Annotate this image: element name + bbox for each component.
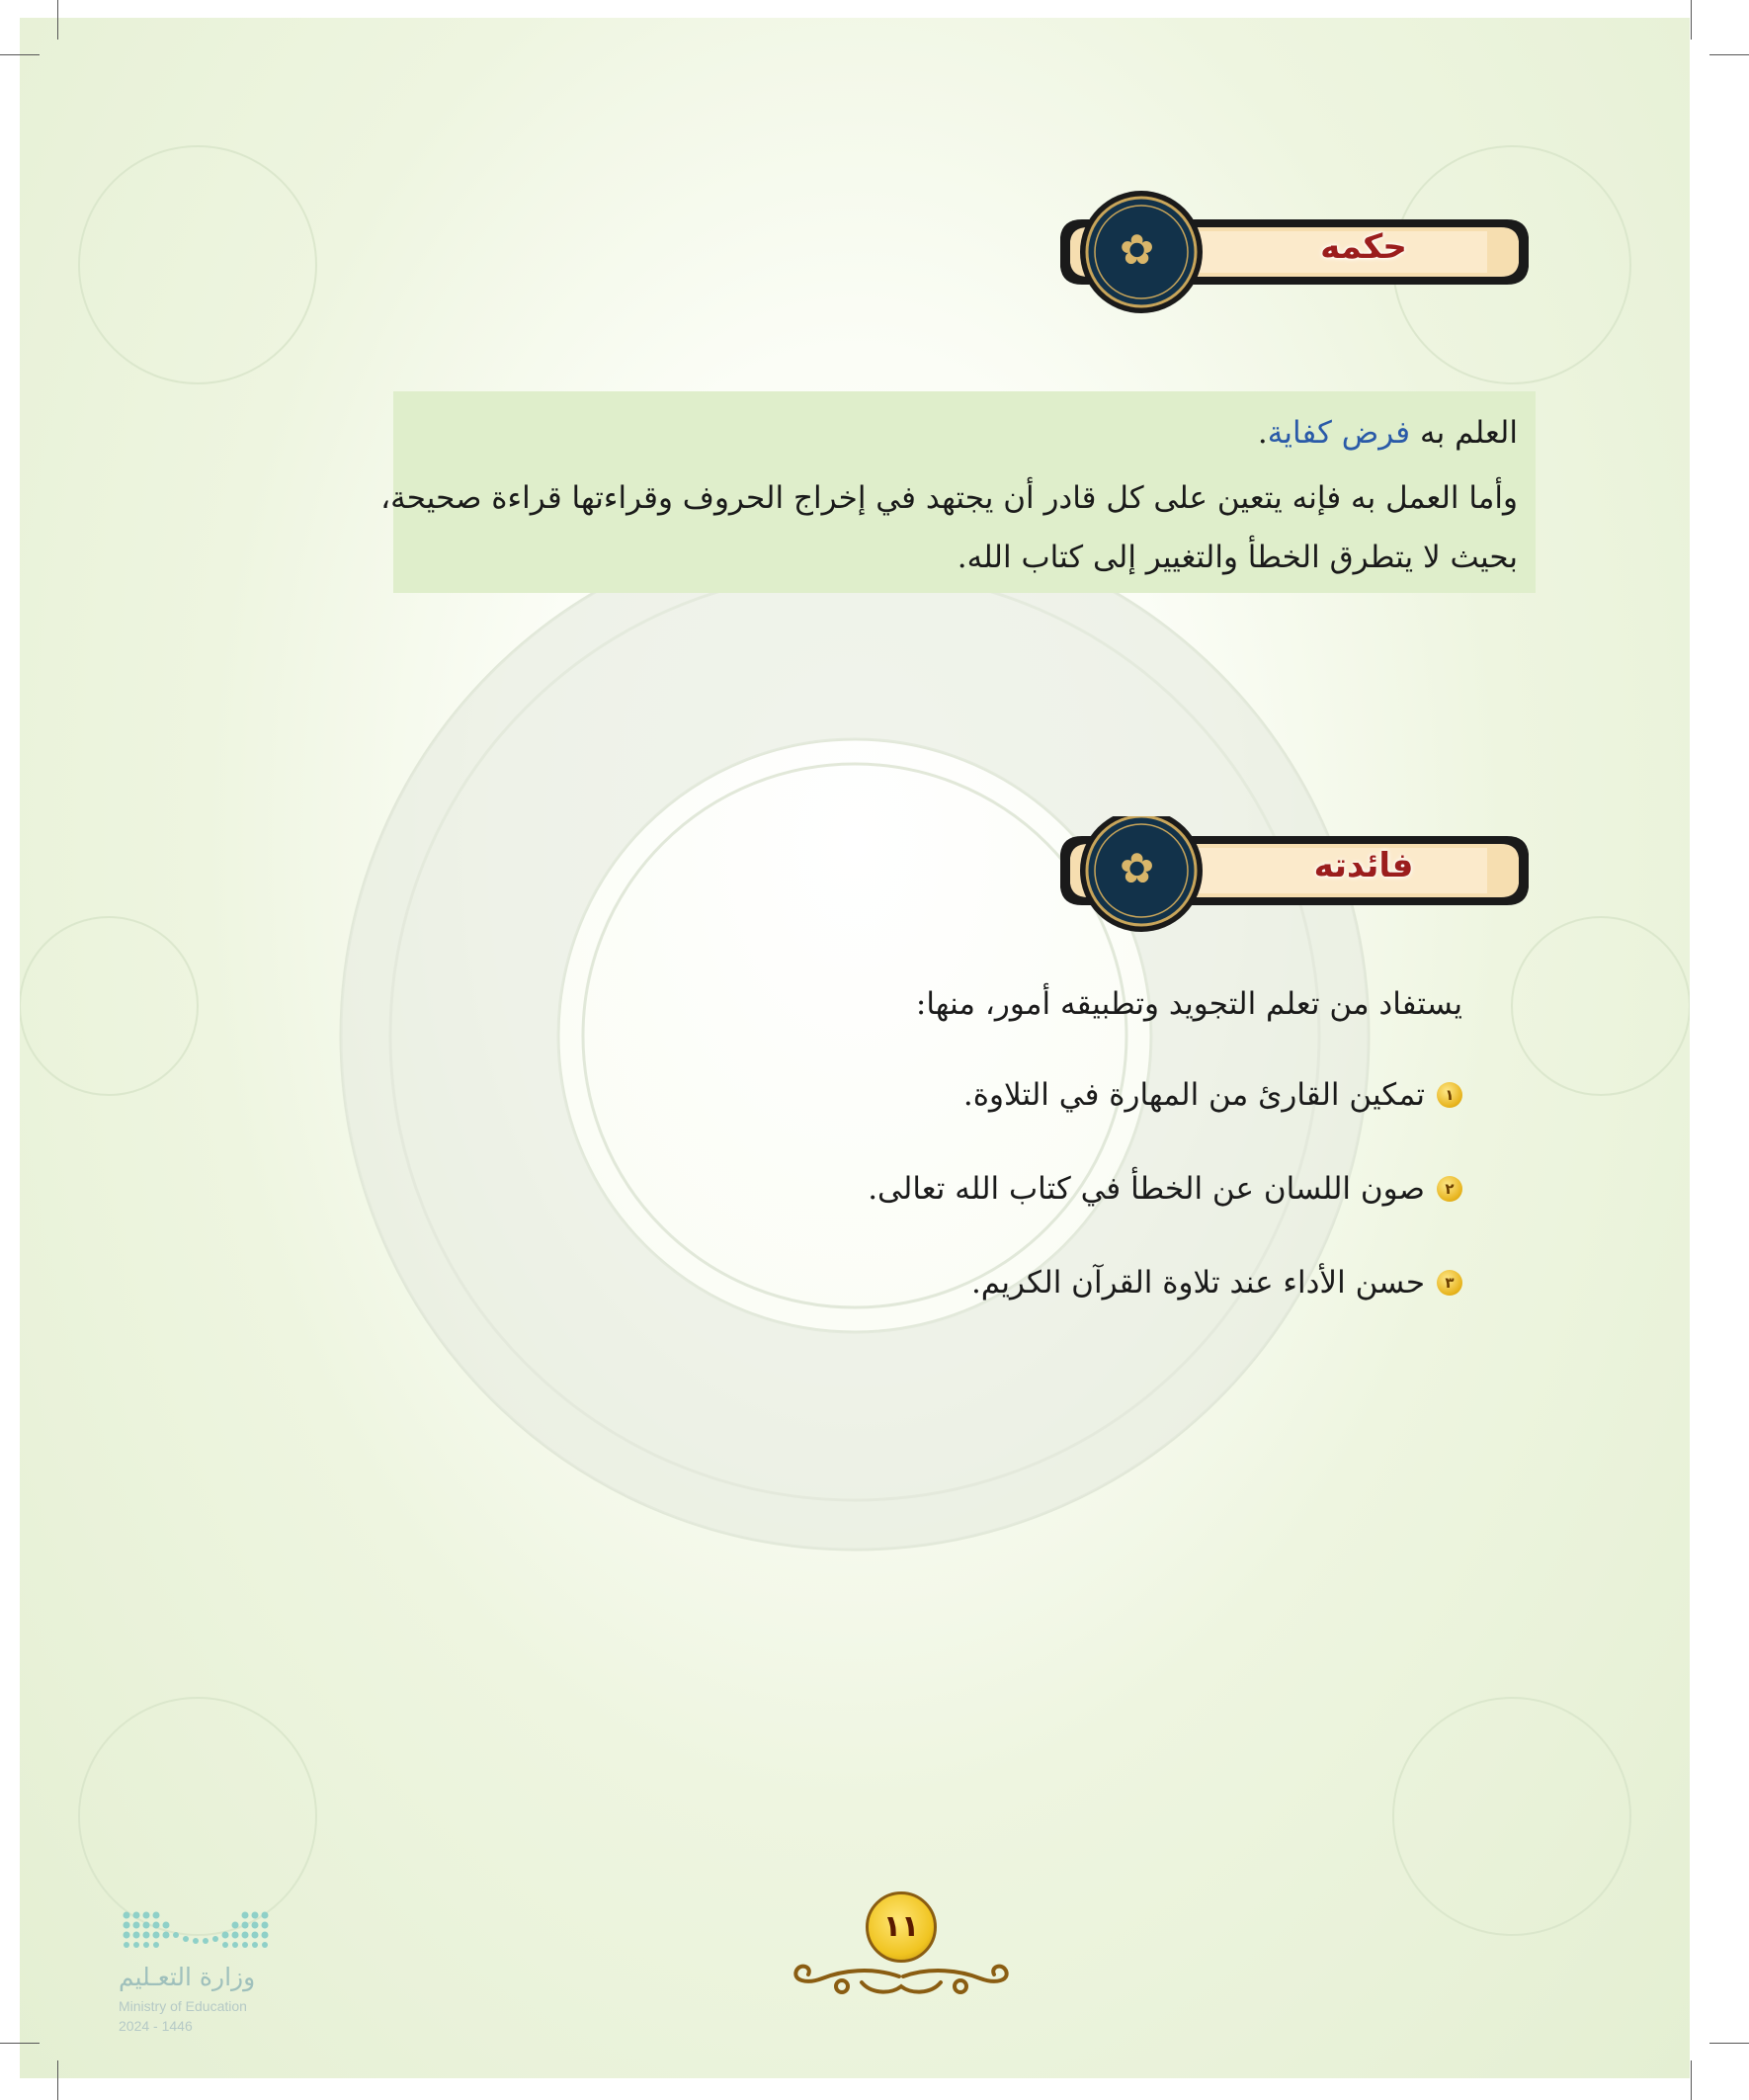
crop-mark — [1709, 54, 1749, 55]
hikma-line-3: بحيث لا يتطرق الخطأ والتغيير إلى كتاب الله. — [957, 540, 1518, 575]
faida-intro: يستفاد من تعلم التجويد وتطبيقه أمور، منها: — [915, 986, 1462, 1022]
list-item — [868, 1171, 1462, 1207]
page — [20, 18, 1690, 2078]
fard-kifaya-term: فرض كفاية — [1267, 415, 1411, 451]
hikma-content-box — [380, 391, 1536, 593]
crop-mark — [0, 2043, 40, 2044]
crop-mark — [1691, 2060, 1692, 2100]
list-item-text: حسن الأداء عند تلاوة القرآن الكريم. — [970, 1265, 1425, 1301]
item-number-badge: ٢ — [1437, 1176, 1462, 1202]
faida-banner — [1042, 816, 1537, 945]
list-item — [971, 1265, 1462, 1301]
ministry-name-arabic: وزارة التعـليم — [119, 1963, 256, 1991]
hikma-line-1-end: . — [1257, 415, 1268, 451]
crop-mark — [57, 0, 58, 40]
flower-icon: ✿ — [1120, 844, 1155, 892]
hikma-line-1 — [1258, 415, 1518, 451]
crop-mark — [1691, 0, 1692, 40]
item-number-badge: ٣ — [1437, 1270, 1462, 1296]
faida-title: فائدته — [1313, 846, 1414, 885]
crop-mark — [57, 2060, 58, 2100]
item-number-badge: ١ — [1437, 1082, 1462, 1108]
list-item-text: تمكين القارئ من المهارة في التلاوة. — [962, 1077, 1425, 1113]
ministry-logo-dots — [119, 1907, 277, 1957]
list-item-text: صون اللسان عن الخطأ في كتاب الله تعالى. — [868, 1171, 1425, 1207]
ministry-name-english: Ministry of Education — [119, 1998, 247, 2014]
list-item — [963, 1077, 1462, 1113]
hikma-line-1-start: العلم به — [1410, 415, 1518, 451]
page-number: ١١ — [866, 1891, 937, 1963]
edition-year: 2024 - 1446 — [119, 2018, 193, 2034]
hikma-line-2: وأما العمل به فإنه يتعين على كل قادر أن يجتهد في إخراج الحروف وقراءتها قراءة صحيحة، — [380, 480, 1518, 516]
crop-mark — [1709, 2043, 1749, 2044]
flower-icon: ✿ — [1120, 225, 1155, 274]
hikma-banner — [1042, 188, 1537, 316]
hikma-title: حكمه — [1320, 227, 1407, 267]
crop-mark — [0, 54, 40, 55]
background-ornament — [20, 18, 1690, 2078]
